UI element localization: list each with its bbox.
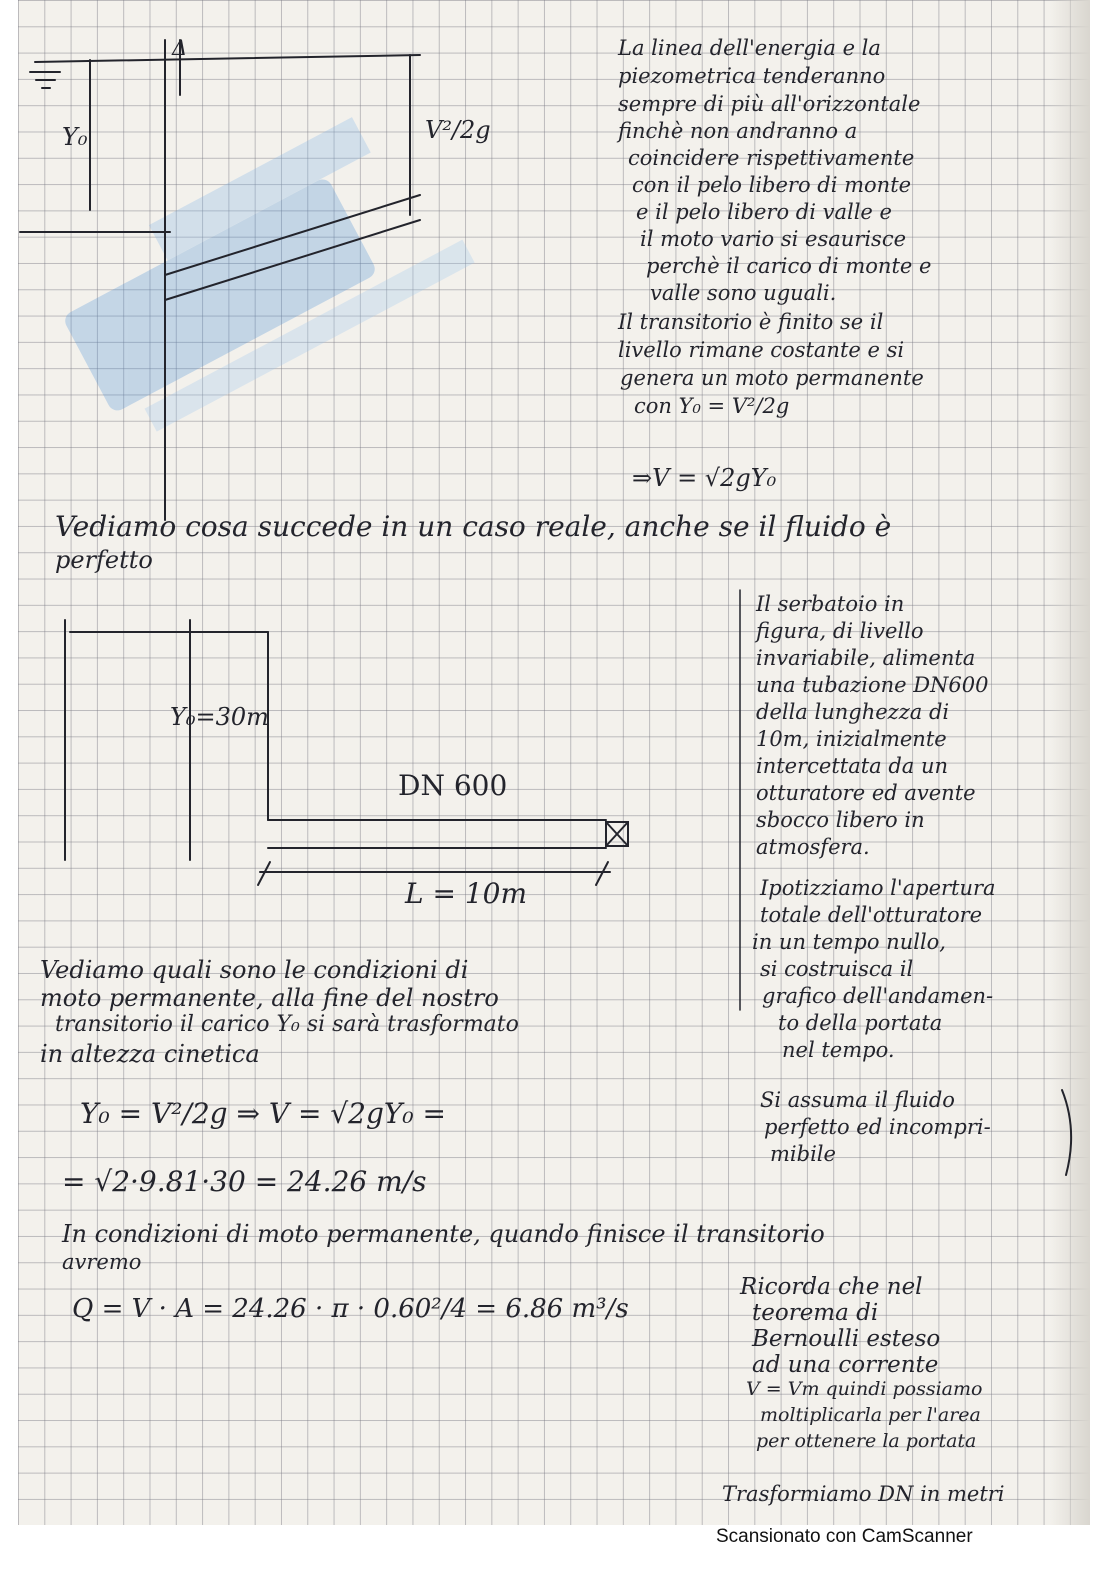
velocity-result-eq: ⇒V = √2gY₀	[632, 464, 777, 492]
sketch1-v2-label: V²/2g	[425, 116, 491, 144]
eq-portata: Q = V · A = 24.26 · π · 0.60²/4 = 6.86 m³/s	[72, 1294, 629, 1324]
heading-case-reale-2: perfetto	[55, 546, 153, 574]
scanner-footer: Scansionato con CamScanner	[716, 1526, 973, 1547]
heading-case-reale: Vediamo cosa succede in un caso reale, anche se il fluido è	[55, 510, 892, 543]
text-regime: In condizioni di moto permanente, quando finisce il transitorio	[62, 1220, 825, 1248]
sketch2-length-label: L = 10m	[405, 877, 528, 910]
piezometric-line	[165, 195, 420, 275]
energy-line	[35, 55, 420, 62]
sketch2-y0-label: Y₀=30m	[170, 703, 269, 731]
eq-velocity-value: = √2·9.81·30 = 24.26 m/s	[62, 1165, 427, 1198]
sketch1-delta-label: Δ	[172, 36, 188, 60]
text-bottom-note: Trasformiamo DN in metri	[722, 1482, 1005, 1506]
sketch1-y0-label: Y₀	[62, 123, 88, 151]
eq-velocity: Y₀ = V²/2g ⇒ V = √2gY₀ =	[80, 1097, 446, 1130]
bracket-mark	[1062, 1090, 1071, 1175]
sketch2-dn-label: DN 600	[398, 769, 508, 802]
text-regime-2: avremo	[62, 1250, 142, 1274]
